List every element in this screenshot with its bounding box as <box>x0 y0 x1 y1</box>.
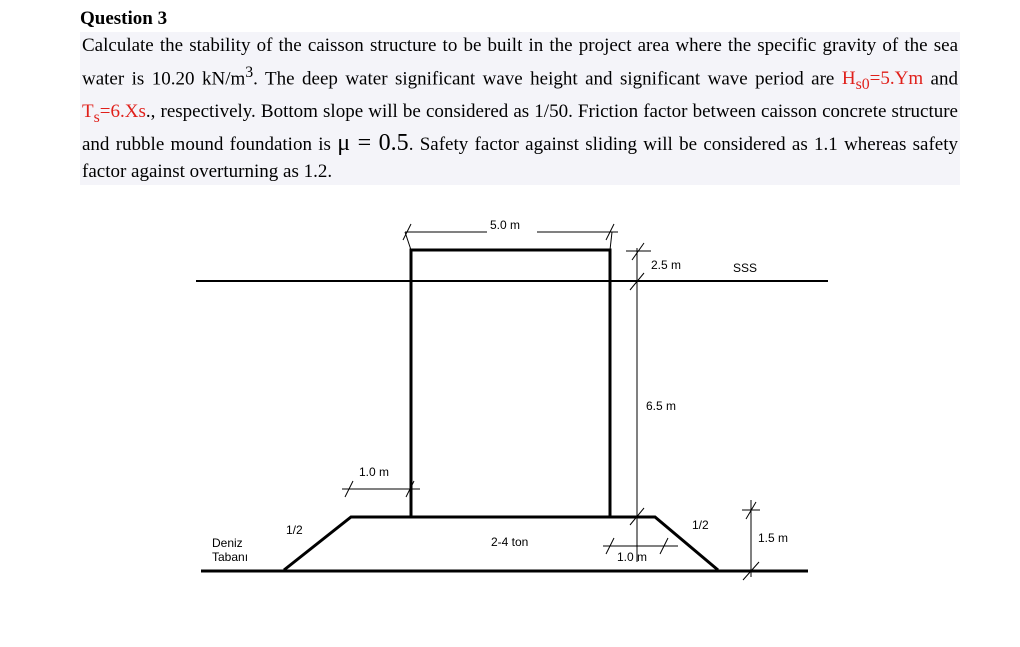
right-slope-label: 1/2 <box>692 518 709 532</box>
question-text-part-5: . Safety factor against sliding will be considered as 1.1 whereas safety factor against overturning as 1.2. <box>82 133 958 182</box>
width-label: 5.0 m <box>490 218 521 232</box>
question-text-part-4: ., respectively. Bottom slope will be considered as 1/50. Friction factor between caisson concrete structure and rubble mound foundation is <box>82 101 958 155</box>
water-level-label: SSS <box>733 261 758 275</box>
mound-height-label: 1.5 m <box>758 531 789 545</box>
caisson-outline <box>411 250 610 518</box>
left-slope-label: 1/2 <box>286 523 303 537</box>
freeboard-label: 2.5 m <box>651 258 682 272</box>
right-berm-label: 1.0 m <box>617 550 648 564</box>
left-berm-label: 1.0 m <box>359 465 390 479</box>
depth-label: 6.5 m <box>646 399 677 413</box>
unit-superscript: 3 <box>245 64 254 81</box>
question-text-part-1: Calculate the stability of the caisson structure to be built in the project area where the specific gravity of the sea water is 10.20 kN/m <box>82 35 958 90</box>
question-text-part-2: . The deep water significant wave height and significant wave period are <box>253 68 842 90</box>
question-title: Question 3 <box>80 8 168 29</box>
question-text-part-3: and <box>923 68 958 90</box>
left-berm-dimension <box>342 481 420 497</box>
seabed-label-line-1: Deniz <box>212 536 243 550</box>
friction-factor: μ = 0.5 <box>337 129 409 156</box>
armor-label: 2-4 ton <box>491 535 529 549</box>
wave-period-value: $T_s=6.Xs$ <box>82 101 146 126</box>
seabed-label-line-2: Tabanı <box>212 550 249 564</box>
wave-height-value: $H_{s0}=5.Ym$ <box>841 68 924 94</box>
